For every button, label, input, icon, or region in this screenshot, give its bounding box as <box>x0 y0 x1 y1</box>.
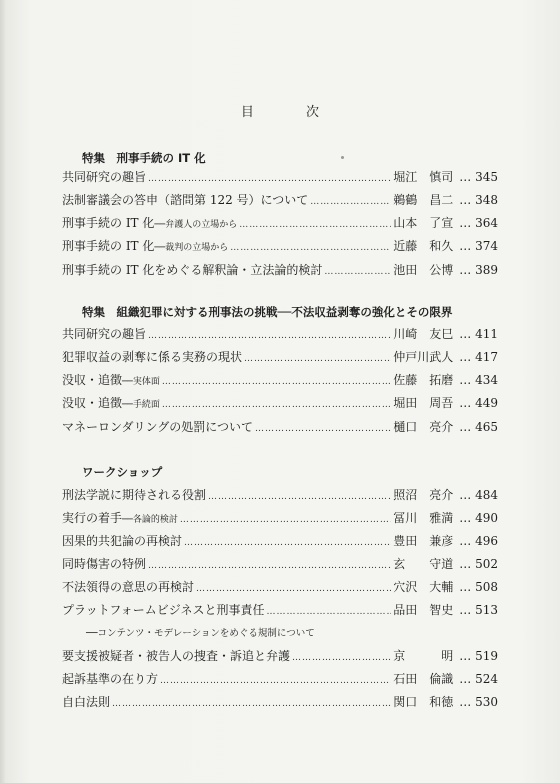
leader-dots <box>162 400 391 410</box>
entry-author: 川崎 友巳 <box>393 327 454 341</box>
entry-page: … 374 <box>459 239 498 253</box>
entry-title: 刑事手続の IT 化 <box>62 239 155 253</box>
leader-dots <box>208 492 391 502</box>
toc-entry[interactable] <box>62 418 498 436</box>
entry-page: … 530 <box>459 695 498 709</box>
entry-page: … 490 <box>459 511 498 525</box>
leader-dots <box>310 197 391 207</box>
leader-dots <box>230 243 391 253</box>
entry-page: … 364 <box>459 216 498 230</box>
entry-page: … 348 <box>459 193 498 207</box>
toc-entry[interactable] <box>62 509 498 527</box>
toc-entry[interactable] <box>62 261 498 279</box>
entry-author: 品田 智史 <box>393 603 454 617</box>
toc-entry[interactable] <box>62 647 498 665</box>
entry-page: … 524 <box>459 672 498 686</box>
entry-title: 共同研究の趣旨 <box>62 170 147 184</box>
entry-title: 犯罪収益の剥奪に係る実務の現状 <box>62 350 243 364</box>
entry-page: … 465 <box>459 420 498 434</box>
entry-author: 穴沢 大輔 <box>393 580 454 594</box>
entry-title: 実行の着手 <box>62 511 123 525</box>
entry-author: 玄 守道 <box>393 557 454 571</box>
toc-entry[interactable] <box>62 532 498 550</box>
entry-title: プラットフォームビジネスと刑事責任 <box>62 603 265 617</box>
toc-entry[interactable] <box>62 191 498 209</box>
entry-page: … 417 <box>459 350 498 364</box>
leader-dots <box>255 424 391 434</box>
entry-page: … 508 <box>459 580 498 594</box>
leader-dots <box>112 699 391 709</box>
entry-page: … 502 <box>459 557 498 571</box>
toc-entry[interactable] <box>62 486 498 504</box>
toc-entry[interactable] <box>62 325 498 343</box>
entry-title: 自白法則 <box>62 695 111 709</box>
entry-author: 冨川 雅満 <box>393 511 454 525</box>
toc-entry[interactable] <box>62 371 498 389</box>
entry-subtitle: ──各論的検討 <box>122 515 178 525</box>
entry-page: … 389 <box>459 263 498 277</box>
entry-author: 池田 公博 <box>393 263 454 277</box>
entry-subtitle: ──手続面 <box>122 400 160 410</box>
entry-title: 共同研究の趣旨 <box>62 327 147 341</box>
entry-page: … 434 <box>459 373 498 387</box>
entry-page: … 345 <box>459 170 498 184</box>
toc-entry[interactable] <box>62 693 498 711</box>
toc-entry[interactable] <box>62 394 498 412</box>
entry-title: 刑事手続の IT 化 <box>62 216 155 230</box>
leader-dots <box>180 515 391 525</box>
entry-page: … 513 <box>459 603 498 617</box>
section-title: 特集 組織犯罪に対する刑事法の挑戦──不法収益剥奪の強化とその限界 <box>82 305 453 319</box>
entry-author: 山本 了宣 <box>393 216 454 230</box>
toc-entry[interactable] <box>62 168 498 186</box>
entry-author: 京 明 <box>393 649 454 663</box>
entry-subtitle: ──裁判の立場から <box>154 243 229 253</box>
entry-title: 因果的共犯論の再検討 <box>62 534 183 548</box>
leader-dots <box>196 584 391 594</box>
paper-speck <box>341 156 344 159</box>
entry-title: 没収・追徴 <box>62 396 123 410</box>
entry-author: 照沼 亮介 <box>393 488 454 502</box>
entry-author: 近藤 和久 <box>393 239 454 253</box>
entry-page: … 496 <box>459 534 498 548</box>
entry-author: 佐藤 拓磨 <box>393 373 454 387</box>
leader-dots <box>148 561 391 571</box>
leader-dots <box>148 174 391 184</box>
leader-dots <box>292 653 391 663</box>
leader-dots <box>160 676 391 686</box>
entry-author: 鵜鶴 昌二 <box>393 193 454 207</box>
entry-page: … 519 <box>459 649 498 663</box>
entry-author: 石田 倫識 <box>393 672 454 686</box>
entry-title: 起訴基準の在り方 <box>62 672 159 686</box>
leader-dots <box>266 607 391 617</box>
toc-entry[interactable] <box>62 578 498 596</box>
entry-subtitle: ──弁護人の立場から <box>154 220 238 230</box>
leader-dots <box>148 331 391 341</box>
leader-dots <box>244 354 391 364</box>
toc-entry[interactable] <box>62 555 498 573</box>
entry-title: マネーロンダリングの処罰について <box>62 420 254 434</box>
entry-author: 堀田 周吾 <box>393 396 454 410</box>
entry-author: 関口 和徳 <box>393 695 454 709</box>
leader-dots <box>239 220 391 230</box>
toc-entry[interactable] <box>62 237 498 255</box>
page-title: 目 次 <box>240 105 344 120</box>
toc-entry[interactable] <box>62 601 498 619</box>
entry-title: 要支援被疑者・被告人の捜査・訴追と弁護 <box>62 649 291 663</box>
entry-author: 豊田 兼彦 <box>393 534 454 548</box>
leader-dots <box>324 267 391 277</box>
entry-title: 同時傷害の特例 <box>62 557 147 571</box>
entry-subnote: ──コンテンツ・モデレーションをめぐる規制について <box>86 628 315 639</box>
section-title: 特集 刑事手続の IT 化 <box>82 151 206 165</box>
entry-subtitle: ──実体面 <box>122 377 160 387</box>
toc-entry[interactable] <box>62 214 498 232</box>
entry-page: … 484 <box>459 488 498 502</box>
leader-dots <box>184 538 391 548</box>
entry-author: 堀江 慎司 <box>393 170 454 184</box>
entry-author: 仲戸川武人 <box>393 350 454 364</box>
entry-author: 樋口 亮介 <box>393 420 454 434</box>
entry-title: 刑法学説に期待される役割 <box>62 488 207 502</box>
entry-title: 法制審議会の答申（諮問第 122 号）について <box>62 193 309 207</box>
entry-title: 刑事手続の IT 化をめぐる解釈論・立法論的検討 <box>62 263 323 277</box>
leader-dots <box>162 377 391 387</box>
toc-entry[interactable] <box>62 670 498 688</box>
section-title: ワークショップ <box>82 465 163 479</box>
entry-page: … 411 <box>459 327 498 341</box>
entry-title: 没収・追徴 <box>62 373 123 387</box>
entry-title: 不法領得の意思の再検討 <box>62 580 195 594</box>
entry-page: … 449 <box>459 396 498 410</box>
toc-entry[interactable] <box>62 348 498 366</box>
